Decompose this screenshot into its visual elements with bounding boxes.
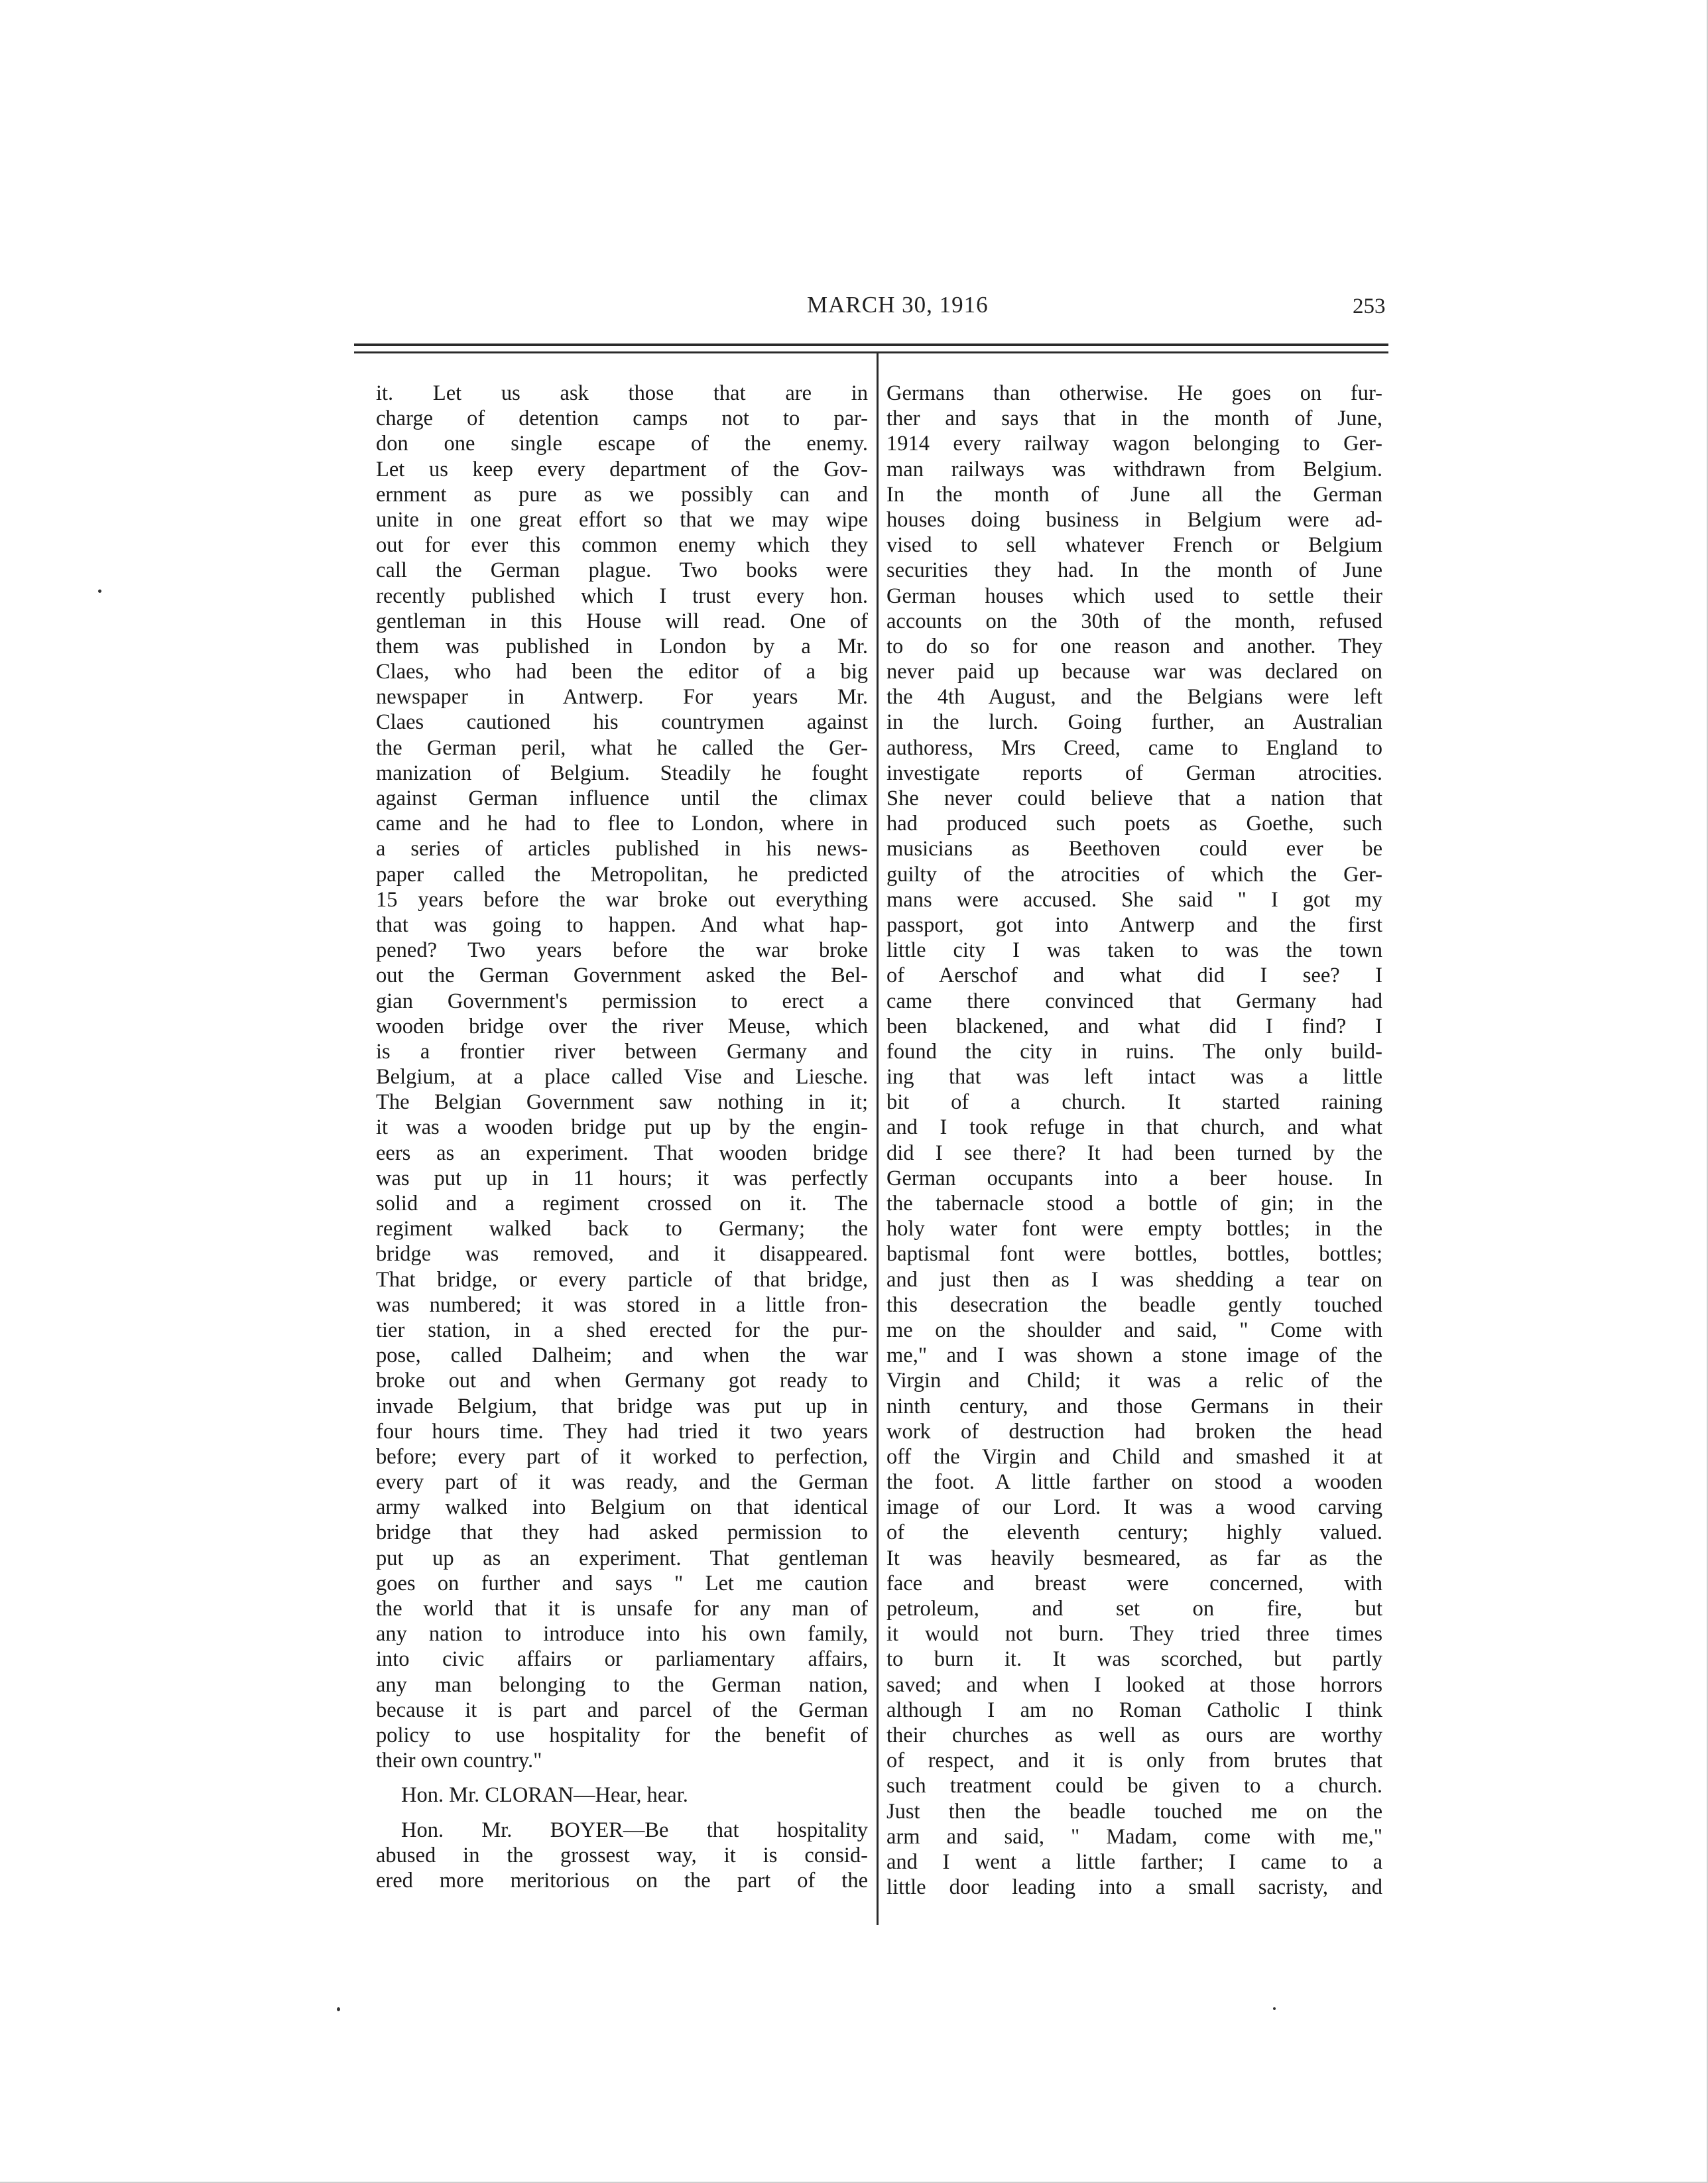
header-rule-top bbox=[354, 343, 1388, 346]
text-line: She never could believe that a nation that bbox=[886, 786, 1382, 810]
text-line: German houses which used to settle their bbox=[886, 584, 1382, 608]
text-line: the 4th August, and the Belgians were left bbox=[886, 685, 1382, 710]
text-line: army walked into Belgium on that identical bbox=[376, 1495, 868, 1520]
text-line: mans were accused. She said " I got my bbox=[886, 887, 1382, 912]
header-rule-bottom bbox=[354, 351, 1388, 353]
text-line: holy water font were empty bottles; in the bbox=[886, 1217, 1382, 1241]
text-line: before; every part of it worked to perfection, bbox=[376, 1444, 868, 1469]
text-line: had produced such poets as Goethe, such bbox=[886, 812, 1382, 836]
text-line: securities they had. In the month of June bbox=[886, 558, 1382, 583]
text-line: although I am no Roman Catholic I think bbox=[886, 1698, 1382, 1722]
scan-speck bbox=[1273, 2007, 1276, 2010]
text-line: regiment walked back to Germany; the bbox=[376, 1217, 868, 1241]
text-line: 1914 every railway wagon belonging to Ger- bbox=[886, 432, 1382, 456]
text-line: solid and a regiment crossed on it. The bbox=[376, 1192, 868, 1216]
text-line: off the Virgin and Child and smashed it at bbox=[886, 1444, 1382, 1469]
text-line: houses doing business in Belgium were ad- bbox=[886, 507, 1382, 532]
text-line: Claes cautioned his countrymen against bbox=[376, 710, 868, 735]
text-line: 15 years before the war broke out everything bbox=[376, 887, 868, 912]
text-line: to burn it. It was scorched, but partly bbox=[886, 1647, 1382, 1672]
text-line: into civic affairs or parliamentary affairs, bbox=[376, 1647, 868, 1672]
text-line: because it is part and parcel of the German bbox=[376, 1698, 868, 1722]
text-line: policy to use hospitality for the benefit of bbox=[376, 1723, 868, 1747]
text-line: broke out and when Germany got ready to bbox=[376, 1369, 868, 1393]
text-line: bridge was removed, and it disappeared. bbox=[376, 1242, 868, 1267]
text-line: man railways was withdrawn from Belgium. bbox=[886, 457, 1382, 481]
text-line: such treatment could be given to a church. bbox=[886, 1774, 1382, 1798]
text-line: did I see there? It had been turned by the bbox=[886, 1141, 1382, 1165]
text-line: It was heavily besmeared, as far as the bbox=[886, 1546, 1382, 1570]
text-line: out for ever this common enemy which they bbox=[376, 533, 868, 558]
text-line: arm and said, " Madam, come with me," bbox=[886, 1824, 1382, 1849]
text-line: bridge that they had asked permission to bbox=[376, 1521, 868, 1545]
text-line: little city I was taken to was the town bbox=[886, 938, 1382, 963]
text-line: vised to sell whatever French or Belgium bbox=[886, 533, 1382, 558]
text-line: petroleum, and set on fire, but bbox=[886, 1597, 1382, 1621]
text-line: work of destruction had broken the head bbox=[886, 1419, 1382, 1444]
text-line: four hours time. They had tried it two years bbox=[376, 1419, 868, 1444]
text-line: tier station, in a shed erected for the pur- bbox=[376, 1318, 868, 1342]
text-line: In the month of June all the German bbox=[886, 482, 1382, 507]
speaker-line: Hon. Mr. BOYER—Be that hospitality bbox=[401, 1818, 868, 1842]
text-line: ther and says that in the month of June, bbox=[886, 406, 1382, 431]
text-line: Belgium, at a place called Vise and Liesche. bbox=[376, 1065, 868, 1090]
text-line: face and breast were concerned, with bbox=[886, 1571, 1382, 1595]
text-line: that was going to happen. And what hap- bbox=[376, 912, 868, 937]
text-line: it was a wooden bridge put up by the engin- bbox=[376, 1115, 868, 1140]
text-line: them was published in London by a Mr. bbox=[376, 634, 868, 658]
text-line: of the eleventh century; highly valued. bbox=[886, 1521, 1382, 1545]
text-line: authoress, Mrs Creed, came to England to bbox=[886, 735, 1382, 760]
scan-speck bbox=[337, 2007, 340, 2011]
text-line: me," and I was shown a stone image of the bbox=[886, 1343, 1382, 1368]
text-line: call the German plague. Two books were bbox=[376, 558, 868, 583]
text-line: ninth century, and those Germans in their bbox=[886, 1394, 1382, 1418]
text-line: gian Government's permission to erect a bbox=[376, 989, 868, 1013]
text-line: German occupants into a beer house. In bbox=[886, 1166, 1382, 1190]
text-line: in the lurch. Going further, an Australian bbox=[886, 710, 1382, 735]
text-line: any nation to introduce into his own family, bbox=[376, 1622, 868, 1647]
text-line: baptismal font were bottles, bottles, bottles; bbox=[886, 1242, 1382, 1267]
text-line: every part of it was ready, and the German bbox=[376, 1470, 868, 1495]
text-line: image of our Lord. It was a wood carving bbox=[886, 1495, 1382, 1520]
text-line: found the city in ruins. The only build- bbox=[886, 1039, 1382, 1064]
text-line: Claes, who had been the editor of a big bbox=[376, 660, 868, 684]
right-column bbox=[886, 381, 1382, 1900]
text-line: paper called the Metropolitan, he predicted bbox=[376, 862, 868, 887]
text-line: of Aerschof and what did I see? I bbox=[886, 964, 1382, 988]
text-line: against German influence until the climax bbox=[376, 786, 868, 810]
text-line: never paid up because war was declared on bbox=[886, 660, 1382, 684]
text-line: investigate reports of German atrocities. bbox=[886, 761, 1382, 785]
text-line: recently published which I trust every hon. bbox=[376, 584, 868, 608]
text-line: Germans than otherwise. He goes on fur- bbox=[886, 381, 1382, 405]
text-line: musicians as Beethoven could ever be bbox=[886, 837, 1382, 861]
text-line: the world that it is unsafe for any man of bbox=[376, 1597, 868, 1621]
column-divider bbox=[877, 353, 879, 1925]
text-line: gentleman in this House will read. One of bbox=[376, 609, 868, 633]
page-number: 253 bbox=[1353, 294, 1386, 318]
text-line: manization of Belgium. Steadily he fought bbox=[376, 761, 868, 785]
text-line: me on the shoulder and said, " Come with bbox=[886, 1318, 1382, 1342]
text-line: The Belgian Government saw nothing in it; bbox=[376, 1090, 868, 1115]
text-line: saved; and when I looked at those horrors bbox=[886, 1672, 1382, 1697]
text-line: any man belonging to the German nation, bbox=[376, 1672, 868, 1697]
text-line: bit of a church. It started raining bbox=[886, 1090, 1382, 1115]
text-line: accounts on the 30th of the month, refused bbox=[886, 609, 1382, 633]
text-line: little door leading into a small sacristy, and bbox=[886, 1875, 1382, 1900]
text-line: this desecration the beadle gently touched bbox=[886, 1292, 1382, 1317]
text-line: and I went a little farther; I came to a bbox=[886, 1849, 1382, 1874]
text-line: it. Let us ask those that are in bbox=[376, 381, 868, 405]
text-line: was put up in 11 hours; it was perfectly bbox=[376, 1166, 868, 1190]
speaker-line: ered more meritorious on the part of the bbox=[376, 1868, 868, 1893]
text-line: is a frontier river between Germany and bbox=[376, 1039, 868, 1064]
text-line: pened? Two years before the war broke bbox=[376, 938, 868, 963]
text-line: out the German Government asked the Bel- bbox=[376, 964, 868, 988]
text-line: it would not burn. They tried three times bbox=[886, 1622, 1382, 1647]
text-line: don one single escape of the enemy. bbox=[376, 432, 868, 456]
text-line: came and he had to flee to London, where in bbox=[376, 812, 868, 836]
text-line: That bridge, or every particle of that bridge, bbox=[376, 1267, 868, 1292]
text-line: passport, got into Antwerp and the first bbox=[886, 912, 1382, 937]
page-date: MARCH 30, 1916 bbox=[807, 292, 989, 318]
text-line: ernment as pure as we possibly can and bbox=[376, 482, 868, 507]
text-line: came there convinced that Germany had bbox=[886, 989, 1382, 1013]
text-line: invade Belgium, that bridge was put up in bbox=[376, 1394, 868, 1418]
text-line: unite in one great effort so that we may wipe bbox=[376, 507, 868, 532]
scan-speck bbox=[98, 590, 101, 593]
text-line: was numbered; it was stored in a little fron- bbox=[376, 1292, 868, 1317]
text-line: and just then as I was shedding a tear on bbox=[886, 1267, 1382, 1292]
text-line: Let us keep every department of the Gov- bbox=[376, 457, 868, 481]
text-line: been blackened, and what did I find? I bbox=[886, 1014, 1382, 1038]
speaker-interjection: Hon. Mr. CLORAN—Hear, hear. bbox=[401, 1783, 688, 1808]
text-line: wooden bridge over the river Meuse, which bbox=[376, 1014, 868, 1038]
text-line: goes on further and says " Let me caution bbox=[376, 1571, 868, 1595]
text-line: eers as an experiment. That wooden bridge bbox=[376, 1141, 868, 1165]
text-line: guilty of the atrocities of which the Ger- bbox=[886, 862, 1382, 887]
text-line: put up as an experiment. That gentleman bbox=[376, 1546, 868, 1570]
text-line: a series of articles published in his news- bbox=[376, 837, 868, 861]
text-line: the foot. A little farther on stood a wooden bbox=[886, 1470, 1382, 1495]
text-line: charge of detention camps not to par- bbox=[376, 406, 868, 431]
text-line: ing that was left intact was a little bbox=[886, 1065, 1382, 1090]
text-line: newspaper in Antwerp. For years Mr. bbox=[376, 685, 868, 710]
text-line: to do so for one reason and another. They bbox=[886, 634, 1382, 658]
text-line: and I took refuge in that church, and what bbox=[886, 1115, 1382, 1140]
text-line: of respect, and it is only from brutes that bbox=[886, 1749, 1382, 1773]
text-line: pose, called Dalheim; and when the war bbox=[376, 1343, 868, 1368]
text-line: Just then the beadle touched me on the bbox=[886, 1799, 1382, 1824]
speaker-line: abused in the grossest way, it is consid- bbox=[376, 1843, 868, 1867]
text-line: the tabernacle stood a bottle of gin; in the bbox=[886, 1192, 1382, 1216]
text-line: their churches as well as ours are worthy bbox=[886, 1723, 1382, 1747]
text-line: their own country." bbox=[376, 1749, 542, 1773]
text-line: Virgin and Child; it was a relic of the bbox=[886, 1369, 1382, 1393]
text-line: the German peril, what he called the Ger- bbox=[376, 735, 868, 760]
left-column bbox=[376, 381, 868, 1893]
